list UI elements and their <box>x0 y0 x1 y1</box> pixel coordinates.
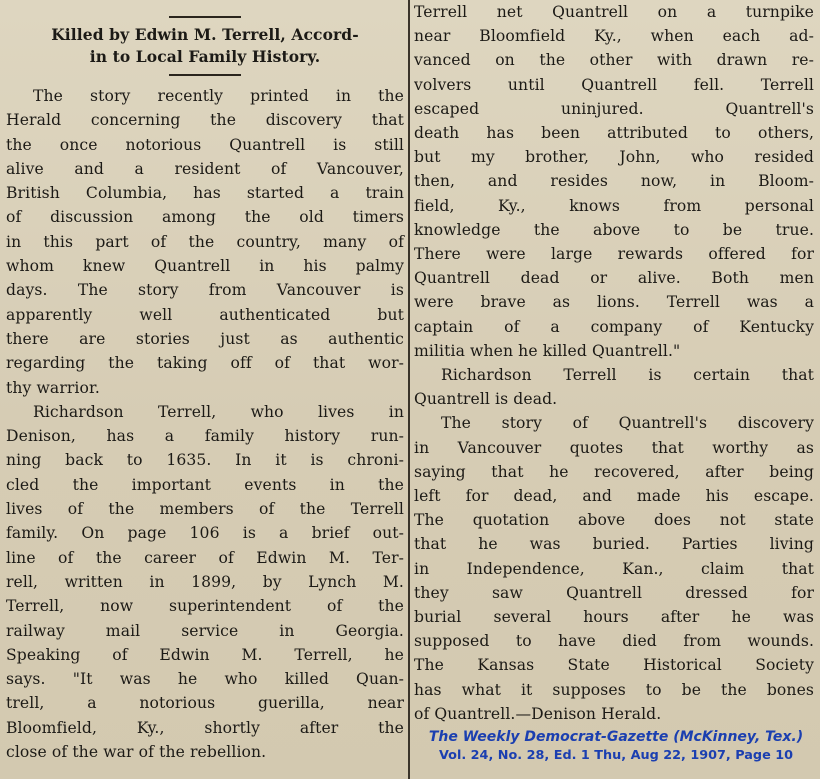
text-line: left for dead, and made his escape. <box>414 487 814 506</box>
text-line: The story recently printed in the <box>33 87 404 105</box>
right-column <box>414 0 814 726</box>
paragraph <box>6 400 404 764</box>
text-line: says. "It was he who killed Quan- <box>6 670 404 689</box>
column-divider <box>408 0 410 779</box>
text-line: Richardson Terrell is certain that <box>441 366 814 385</box>
text-line: that he was buried. Parties living <box>414 535 814 554</box>
text-line: The Kansas State Historical Society <box>414 656 814 675</box>
text-line: trell, a notorious guerilla, near <box>6 694 404 713</box>
text-line: Richardson Terrell, who lives in <box>33 402 404 421</box>
text-line: then, and resides now, in Bloom- <box>414 172 814 191</box>
text-line: knowledge the above to be true. <box>414 220 814 239</box>
text-line: The story of Quantrell's discovery <box>441 414 814 433</box>
text-line: Quantrell dead or alive. Both men <box>414 269 814 288</box>
text-line: family. On page 106 is a brief out- <box>6 524 404 543</box>
text-line: Bloomfield, Ky., shortly after the <box>6 718 404 737</box>
text-line: saying that he recovered, after being <box>414 462 814 481</box>
text-line: ning back to 1635. In it is chroni- <box>6 451 404 470</box>
text-line: Terrell, now superintendent of the <box>6 597 404 616</box>
text-line: of Quantrell.—Denison Herald. <box>414 704 662 723</box>
text-line: British Columbia, has started a train <box>6 184 404 203</box>
text-line: apparently well authenticated but <box>6 305 404 324</box>
text-line: but my brother, John, who resided <box>414 148 814 167</box>
text-line: near Bloomfield Ky., when each ad- <box>414 27 814 46</box>
right-column-body <box>414 0 814 726</box>
headline-line: Killed by Edwin M. Terrell, Accord- <box>51 25 359 44</box>
text-line: captain of a company of Kentucky <box>414 317 814 336</box>
text-line: in Vancouver quotes that worthy as <box>414 438 814 457</box>
text-line: rell, written in 1899, by Lynch M. <box>6 572 404 591</box>
text-line: Herald concerning the discovery that <box>6 111 404 130</box>
text-line: has what it supposes to be the bones <box>414 680 814 699</box>
text-line: cled the important events in the <box>6 475 404 494</box>
text-line: there are stories just as authentic <box>6 329 404 348</box>
text-line: escaped uninjured. Quantrell's <box>414 99 814 118</box>
text-line: close of the war of the rebellion. <box>6 743 267 762</box>
text-line: volvers until Quantrell fell. Terrell <box>414 75 814 94</box>
text-line: militia when he killed Quantrell." <box>414 341 681 360</box>
text-line: supposed to have died from wounds. <box>414 632 814 651</box>
credit-publication: The Weekly Democrat-Gazette (McKinney, Tex.) <box>428 729 804 745</box>
text-line: burial several hours after he was <box>414 608 814 627</box>
text-line: in Independence, Kan., claim that <box>414 559 814 578</box>
text-line: were brave as lions. Terrell was a <box>414 293 814 312</box>
text-line: they saw Quantrell dressed for <box>414 583 814 602</box>
left-column-body <box>6 84 404 764</box>
paragraph <box>414 411 814 726</box>
text-line: in this part of the country, many of <box>6 232 404 251</box>
text-line: Denison, has a family history run- <box>6 427 404 446</box>
text-line: of discussion among the old timers <box>6 208 404 227</box>
paragraph <box>6 84 404 400</box>
text-line: whom knew Quantrell in his palmy <box>6 257 404 276</box>
text-line: death has been attributed to others, <box>414 124 814 143</box>
paragraph <box>414 363 814 411</box>
paragraph <box>414 0 814 363</box>
left-column <box>6 0 404 764</box>
source-credit <box>420 727 812 765</box>
headline-line: in to Local Family History. <box>89 47 321 66</box>
headline <box>6 24 404 68</box>
text-line: The quotation above does not state <box>414 511 814 530</box>
text-line: vanced on the other with drawn re- <box>414 51 814 70</box>
headline-rule-bottom <box>169 74 241 76</box>
text-line: lives of the members of the Terrell <box>6 500 404 519</box>
text-line: alive and a resident of Vancouver, <box>6 159 404 178</box>
text-line: Quantrell is dead. <box>414 390 558 409</box>
text-line: the once notorious Quantrell is still <box>6 135 404 154</box>
text-line: Speaking of Edwin M. Terrell, he <box>6 645 404 664</box>
text-line: There were large rewards offered for <box>414 245 814 264</box>
text-line: days. The story from Vancouver is <box>6 281 404 300</box>
headline-rule-top <box>169 16 241 18</box>
text-line: field, Ky., knows from personal <box>414 196 814 215</box>
credit-issue: Vol. 24, No. 28, Ed. 1 Thu, Aug 22, 1907, Page 10 <box>438 748 794 763</box>
text-line: thy warrior. <box>6 378 100 397</box>
text-line: line of the career of Edwin M. Ter- <box>6 548 404 567</box>
text-line: regarding the taking off of that wor- <box>6 354 404 373</box>
text-line: Terrell net Quantrell on a turnpike <box>414 3 814 21</box>
text-line: railway mail service in Georgia. <box>6 621 404 640</box>
